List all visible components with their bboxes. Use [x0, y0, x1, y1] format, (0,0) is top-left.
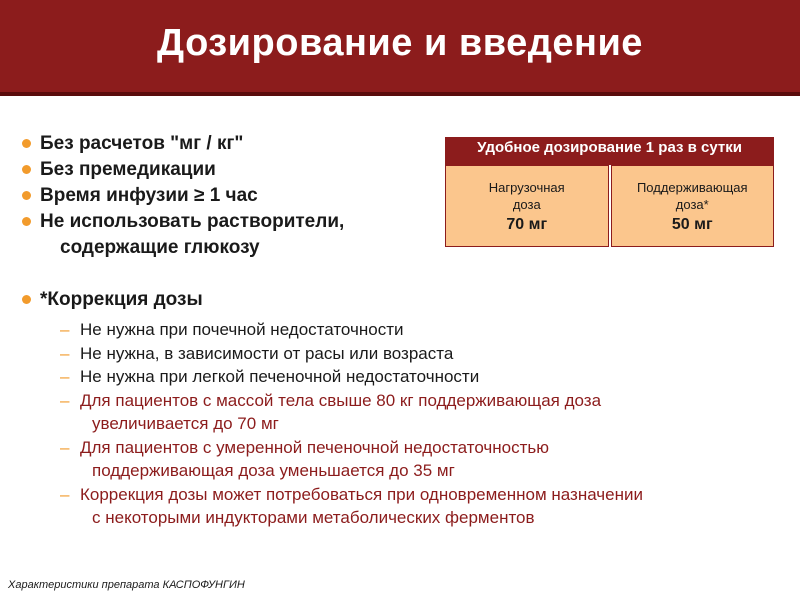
correction-list: [60, 318, 643, 530]
correction-continuation: [60, 506, 643, 530]
dosing-panels: [445, 165, 774, 247]
footer-caption: Характеристики препарата КАСПОФУНГИН: [8, 579, 245, 591]
maintenance-dose-label-line2: доза*: [675, 196, 709, 212]
loading-dose-cell: [445, 165, 609, 247]
bullet-item: [22, 157, 344, 183]
correction-text: поддерживающая доза уменьшается до 35 мг: [92, 461, 455, 480]
maintenance-dose-cell: [611, 165, 775, 247]
correction-text: Не нужна, в зависимости от расы или возраста: [80, 343, 454, 363]
correction-text: Не нужна при легкой печеночной недостаточности: [80, 367, 480, 386]
dash-bullet-icon: –: [60, 320, 70, 339]
correction-item: [60, 436, 643, 460]
bullet-text: содержащие глюкозу: [60, 237, 260, 258]
main-bullet-list: [22, 131, 344, 313]
bullet-item: [22, 209, 344, 235]
bullet-text: Без расчетов "мг / кг": [40, 133, 244, 154]
dash-bullet-icon: –: [60, 437, 70, 457]
correction-item: [60, 318, 643, 342]
loading-dose-value: 70 мг: [506, 215, 548, 233]
correction-heading-item: [22, 287, 344, 313]
bullet-dot-icon: [22, 165, 31, 174]
title-bar: [0, 0, 800, 96]
correction-continuation: [60, 412, 643, 436]
correction-text: Коррекция дозы может потребоваться при одновременном назначении: [80, 484, 643, 504]
loading-dose-label-line1: Нагрузочная: [488, 179, 565, 195]
dosing-box-header: Удобное дозирование 1 раз в сутки: [445, 137, 774, 165]
correction-text: Для пациентов с умеренной печеночной недостаточностью: [80, 437, 550, 457]
bullet-dot-icon: [22, 139, 31, 148]
correction-text: с некоторыми индукторами метаболических ферментов: [92, 508, 535, 527]
bullet-dot-icon: [22, 217, 31, 226]
page-title: Дозирование и введение: [157, 22, 643, 64]
dash-bullet-icon: –: [60, 484, 70, 504]
maintenance-dose-label-line1: Поддерживающая: [636, 179, 748, 195]
dosing-box: [445, 137, 774, 247]
correction-item: [60, 365, 643, 389]
correction-continuation: [60, 459, 643, 483]
maintenance-dose-value: 50 мг: [671, 215, 713, 233]
dash-bullet-icon: –: [60, 367, 70, 386]
correction-text: Для пациентов с массой тела свыше 80 кг поддерживающая доза: [80, 390, 602, 410]
bullet-text: Без премедикации: [40, 159, 216, 180]
bullet-item: [22, 131, 344, 157]
correction-text: увеличивается до 70 мг: [92, 414, 279, 433]
bullet-item: [22, 183, 344, 209]
dash-bullet-icon: –: [60, 390, 70, 410]
correction-heading: *Коррекция дозы: [40, 289, 203, 310]
bullet-dot-icon: [22, 295, 31, 304]
correction-item: [60, 483, 643, 507]
correction-item: [60, 342, 643, 366]
bullet-dot-icon: [22, 191, 31, 200]
bullet-text: Не использовать растворители,: [40, 211, 345, 232]
correction-text: Не нужна при почечной недостаточности: [80, 320, 404, 339]
dash-bullet-icon: –: [60, 343, 70, 363]
bullet-continuation: [22, 235, 344, 261]
loading-dose-label-line2: доза: [512, 196, 541, 212]
correction-item: [60, 389, 643, 413]
bullet-text: Время инфузии ≥ 1 час: [40, 185, 258, 206]
